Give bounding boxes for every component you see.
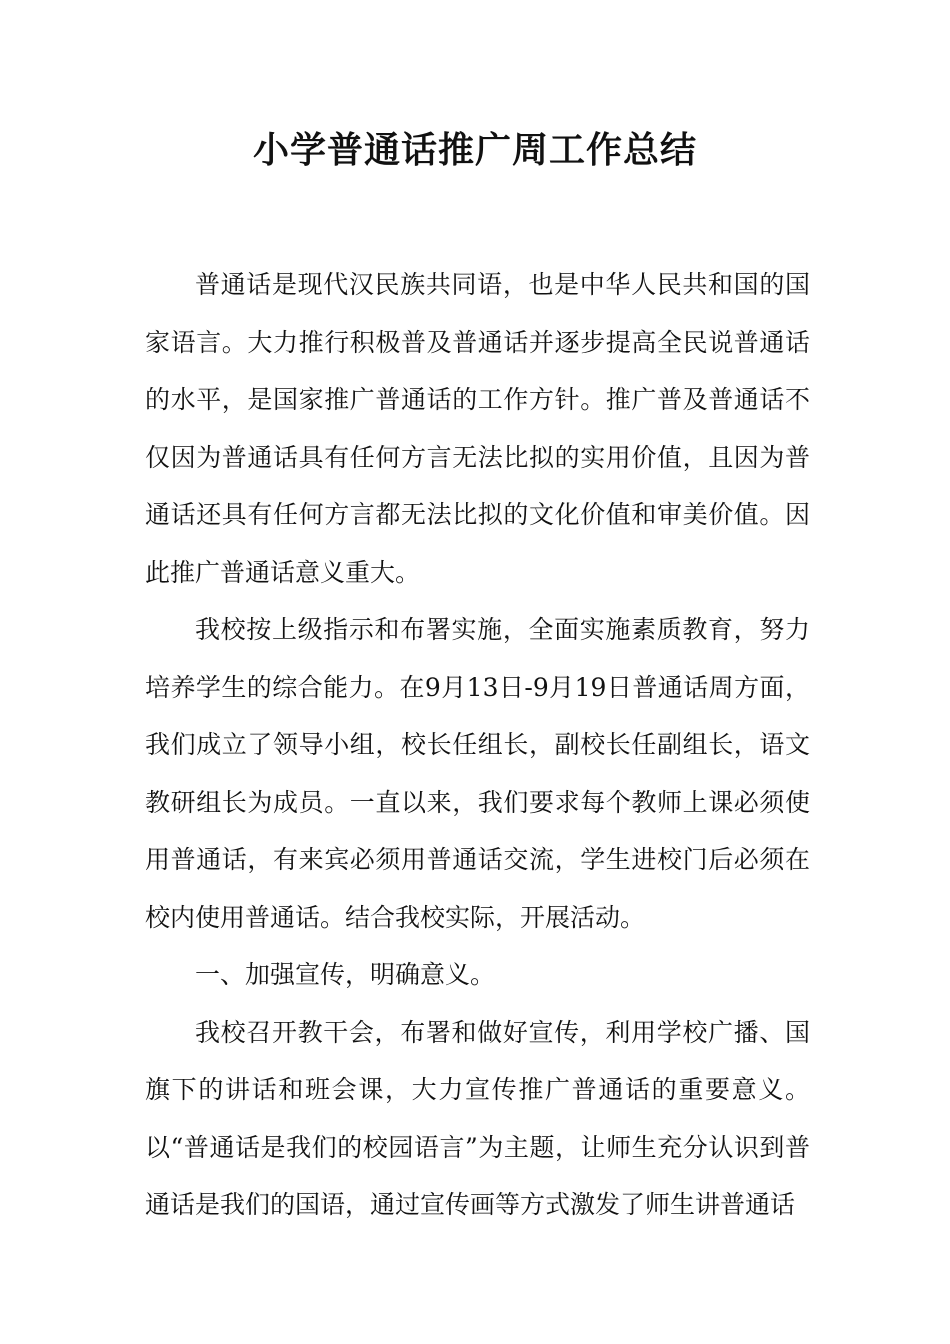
document-body	[145, 256, 810, 1234]
paragraph: 我校按上级指示和布署实施，全面实施素质教育，努力培养学生的综合能力。在9月13日-9月19日普通话周方面，我们成立了领导小组，校长任组长，副校长任副组长，语文教研组长为成员。一直以来，我们要求每个教师上课必须使用普通话，有来宾必须用普通话交流，学生进校门后必须在校内使用普通话。结合我校实际，开展活动。	[145, 615, 810, 932]
paragraph: 普通话是现代汉民族共同语，也是中华人民共和国的国家语言。大力推行积极普及普通话并逐步提高全民说普通话的水平，是国家推广普通话的工作方针。推广普及普通话不仅因为普通话具有任何方言无法比拟的实用价值，且因为普通话还具有任何方言都无法比拟的文化价值和审美价值。因此推广普通话意义重大。	[145, 270, 810, 587]
document-title: 小学普通话推广周工作总结	[252, 129, 697, 171]
section-heading: 一、加强宣传，明确意义。	[195, 960, 496, 989]
paragraph: 我校召开教干会，布署和做好宣传，利用学校广播、国旗下的讲话和班会课，大力宣传推广普通话的重要意义。以“普通话是我们的校园语言”为主题，让师生充分认识到普通话是我们的国语，通过宣传画等方式激发了师生讲普通话	[145, 1017, 810, 1219]
